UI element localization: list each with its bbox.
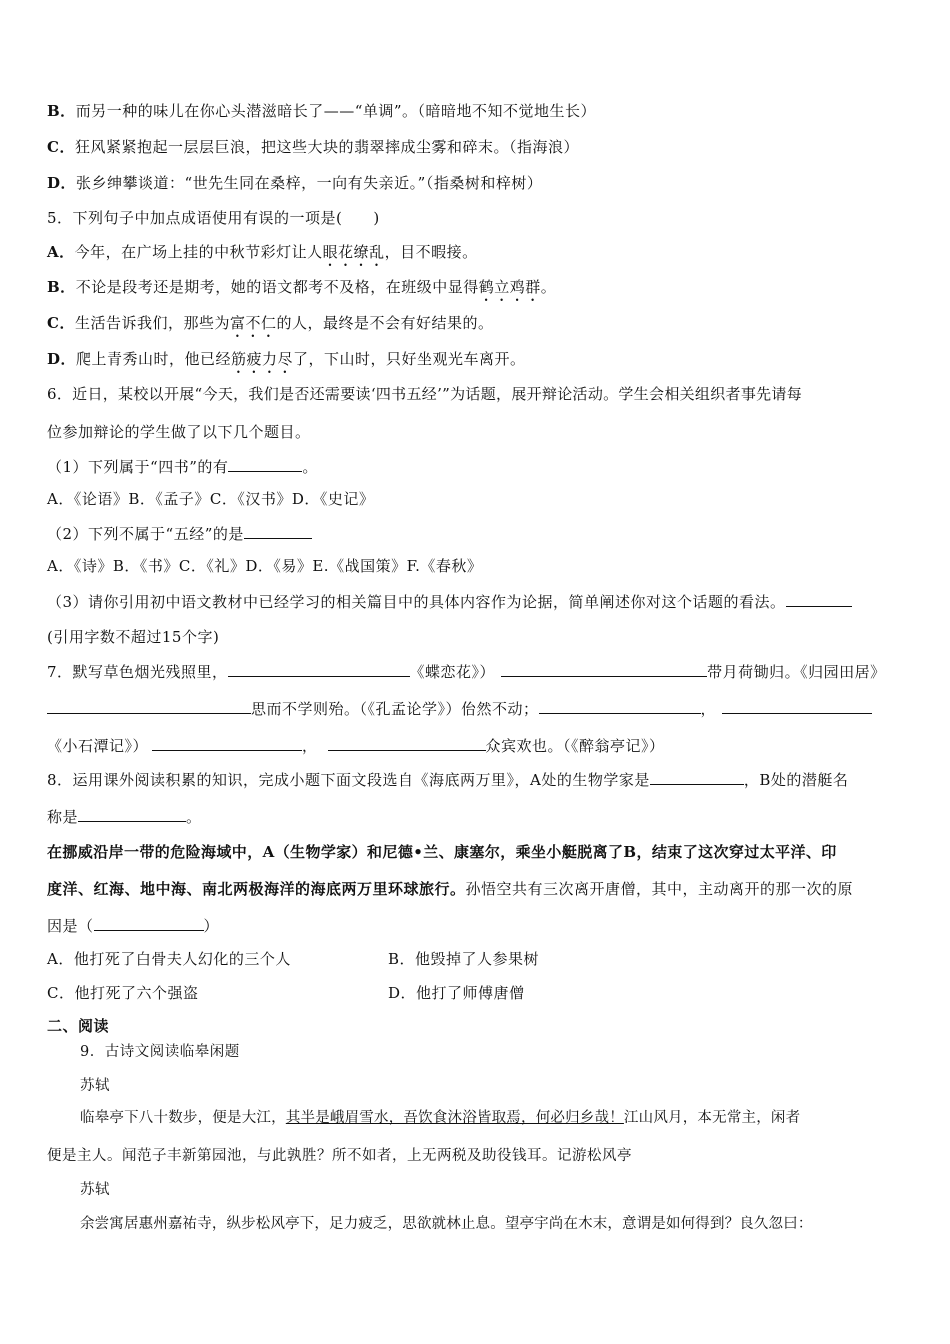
passage-text: 临皋亭下八十数步，便是大江， xyxy=(80,1110,286,1126)
text: 《小石潭记》） xyxy=(47,737,149,755)
sub-question-end: 。 xyxy=(302,458,318,476)
q8-line1 xyxy=(47,769,848,790)
q8-option-c: C．他打死了六个强盗 xyxy=(47,984,199,1002)
answer-blank[interactable] xyxy=(228,661,410,677)
option-text: 张乡绅攀谈道：“世先生同在桑梓，一向有失亲近。”（指桑树和梓树） xyxy=(76,174,543,192)
sub-question: （1）下列属于“四书”的有 xyxy=(47,458,229,476)
answer-blank[interactable] xyxy=(650,769,744,785)
q5-option-b xyxy=(47,277,556,305)
q8-line4 xyxy=(47,915,219,936)
q6-stem-line2: 位参加辩论的学生做了以下几个题目。 xyxy=(47,423,311,441)
option-text: 狂风紧紧抱起一层层巨浪，把这些大块的翡翠摔成尘雾和碎末。（指海浪） xyxy=(74,138,579,156)
dotted-idiom: 富不仁 xyxy=(229,314,277,332)
q6-sub2-options: A．《诗》B．《书》C．《礼》D．《易》E.《战国策》F.《春秋》 xyxy=(47,557,483,575)
passage-author: 苏轼 xyxy=(80,1182,110,1198)
passage-line2: 便是主人。闻范子丰新第园池，与此孰胜？所不如者，上无两税及助役钱耳。记游松风亭 xyxy=(47,1148,632,1164)
dotted-idiom: 鹤立鸡群 xyxy=(478,278,541,296)
passage-line1 xyxy=(80,1108,800,1128)
option-label: C． xyxy=(47,314,75,332)
q8-option-b: B．他毁掉了人参果树 xyxy=(388,950,540,968)
option-label: C． xyxy=(47,138,75,156)
text: 。 xyxy=(186,808,202,826)
text: ， xyxy=(700,700,717,718)
dotted-idiom: 筋疲力尽 xyxy=(231,350,294,368)
text: 因是（ xyxy=(47,917,94,935)
passage-text: 孙悟空共有三次离开唐僧，其中，主动离开的那一次的原 xyxy=(465,880,854,898)
answer-blank[interactable] xyxy=(244,523,312,539)
q5-option-a xyxy=(47,242,478,270)
option-text: 爬上青秀山时，他已经 xyxy=(76,350,232,368)
q7-line3 xyxy=(47,735,665,756)
option-label: A． xyxy=(47,243,75,261)
option-label: B． xyxy=(47,102,76,120)
q8-option-d: D．他打了师傅唐僧 xyxy=(388,984,525,1002)
option-label: B． xyxy=(47,278,76,296)
q4-option-b xyxy=(47,101,596,121)
text: 称是 xyxy=(47,808,79,826)
q6-sub3-note: (引用字数不超过15个字) xyxy=(47,628,220,646)
text: ） xyxy=(203,917,220,935)
text: 思而不学则殆。（《孔孟论学》）佁然不动； xyxy=(251,700,539,718)
q4-option-c xyxy=(47,137,579,157)
text: ， xyxy=(302,737,318,755)
text: 众宾欢也。（《醉翁亭记》） xyxy=(485,737,665,755)
option-text: 生活告诉我们，那些为 xyxy=(74,314,230,332)
q5-stem: 5．下列句子中加点成语使用有误的一项是( ) xyxy=(47,209,380,227)
q7-line2 xyxy=(47,698,872,719)
q6-sub2 xyxy=(47,523,312,544)
q6-sub1-options: A．《论语》B．《孟子》C．《汉书》D．《史记》 xyxy=(47,490,375,508)
answer-blank[interactable] xyxy=(539,698,701,714)
q5-option-d xyxy=(47,349,526,377)
text: 7．默写草色烟光残照里， xyxy=(47,663,228,681)
option-text: 今年，在广场上挂的中秋节彩灯让人 xyxy=(74,243,323,261)
passage-line3: 余尝寓居惠州嘉祐寺，纵步松风亭下，足力疲乏，思欲就林止息。望亭宇尚在木末，意谓是如何得到？良久忽曰： xyxy=(80,1216,813,1232)
q8-option-a: A．他打死了白骨夫人幻化的三个人 xyxy=(47,950,291,968)
option-text: 而另一种的味儿在你心头潜滋暗长了——“单调”。（暗暗地不知不觉地生长） xyxy=(75,102,597,120)
answer-blank[interactable] xyxy=(78,806,186,822)
option-text: 不论是段考还是期考，她的语文都考不及格，在班级中显得 xyxy=(75,278,479,296)
sub-question: （3）请你引用初中语文教材中已经学习的相关篇目中的具体内容作为论据，简单阐述你对这个话题的看法。 xyxy=(47,593,786,611)
poem-author: 苏轼 xyxy=(80,1078,110,1094)
text: 带月荷锄归。《归园田居》 xyxy=(707,663,886,681)
answer-blank[interactable] xyxy=(501,661,707,677)
passage-bold: 度洋、红海、地中海、南北两极海洋的海底两万里环球旅行。 xyxy=(47,880,466,898)
answer-blank[interactable] xyxy=(328,735,486,751)
q6-stem-line1: 6．近日，某校以开展“今天，我们是否还需要读‘四书五经’”为话题，展开辩论活动。学生会相关组织者事先请每 xyxy=(47,385,803,403)
option-text: 。 xyxy=(540,278,557,296)
dotted-idiom: 眼花缭乱 xyxy=(322,243,385,261)
answer-blank[interactable] xyxy=(94,915,204,931)
q5-option-c xyxy=(47,313,494,341)
answer-blank[interactable] xyxy=(722,698,872,714)
q4-option-d xyxy=(47,173,542,193)
q7-line1 xyxy=(47,661,886,682)
q6-sub3 xyxy=(47,591,852,612)
passage-text: 江山风月，本无常主，闲者 xyxy=(623,1110,801,1126)
q8-passage-line1: 在挪威沿岸一带的危险海域中，A（生物学家）和尼德•兰、康塞尔，乘坐小艇脱离了B，结束了这次穿过太平洋、印 xyxy=(47,843,837,861)
option-text: ，目不暇接。 xyxy=(384,243,478,261)
text: 8．运用课外阅读积累的知识，完成小题下面文段选自《海底两万里》，A处的生物学家是 xyxy=(47,771,650,789)
answer-blank[interactable] xyxy=(228,456,302,472)
sub-question: （2）下列不属于“五经”的是 xyxy=(47,525,244,543)
option-text: 了，下山时，只好坐观光车离开。 xyxy=(293,350,526,368)
option-text: 的人，最终是不会有好结果的。 xyxy=(276,314,494,332)
q8-line2 xyxy=(47,806,202,827)
text: 《蝶恋花》） xyxy=(409,663,496,681)
q6-sub1 xyxy=(47,456,318,477)
q9-title: 9．古诗文阅读临皋闲题 xyxy=(80,1044,240,1060)
q8-passage-line2 xyxy=(47,879,853,899)
option-label: D． xyxy=(47,350,77,368)
text: ，B处的潜艇名 xyxy=(743,771,849,789)
option-label: D． xyxy=(47,174,77,192)
underlined-sentence: 其半是峨眉雪水，吾饮食沐浴皆取焉，何必归乡哉！ xyxy=(285,1110,624,1126)
answer-blank[interactable] xyxy=(786,591,852,607)
answer-blank[interactable] xyxy=(47,698,251,714)
answer-blank[interactable] xyxy=(152,735,302,751)
section-heading: 二、阅读 xyxy=(47,1017,110,1035)
